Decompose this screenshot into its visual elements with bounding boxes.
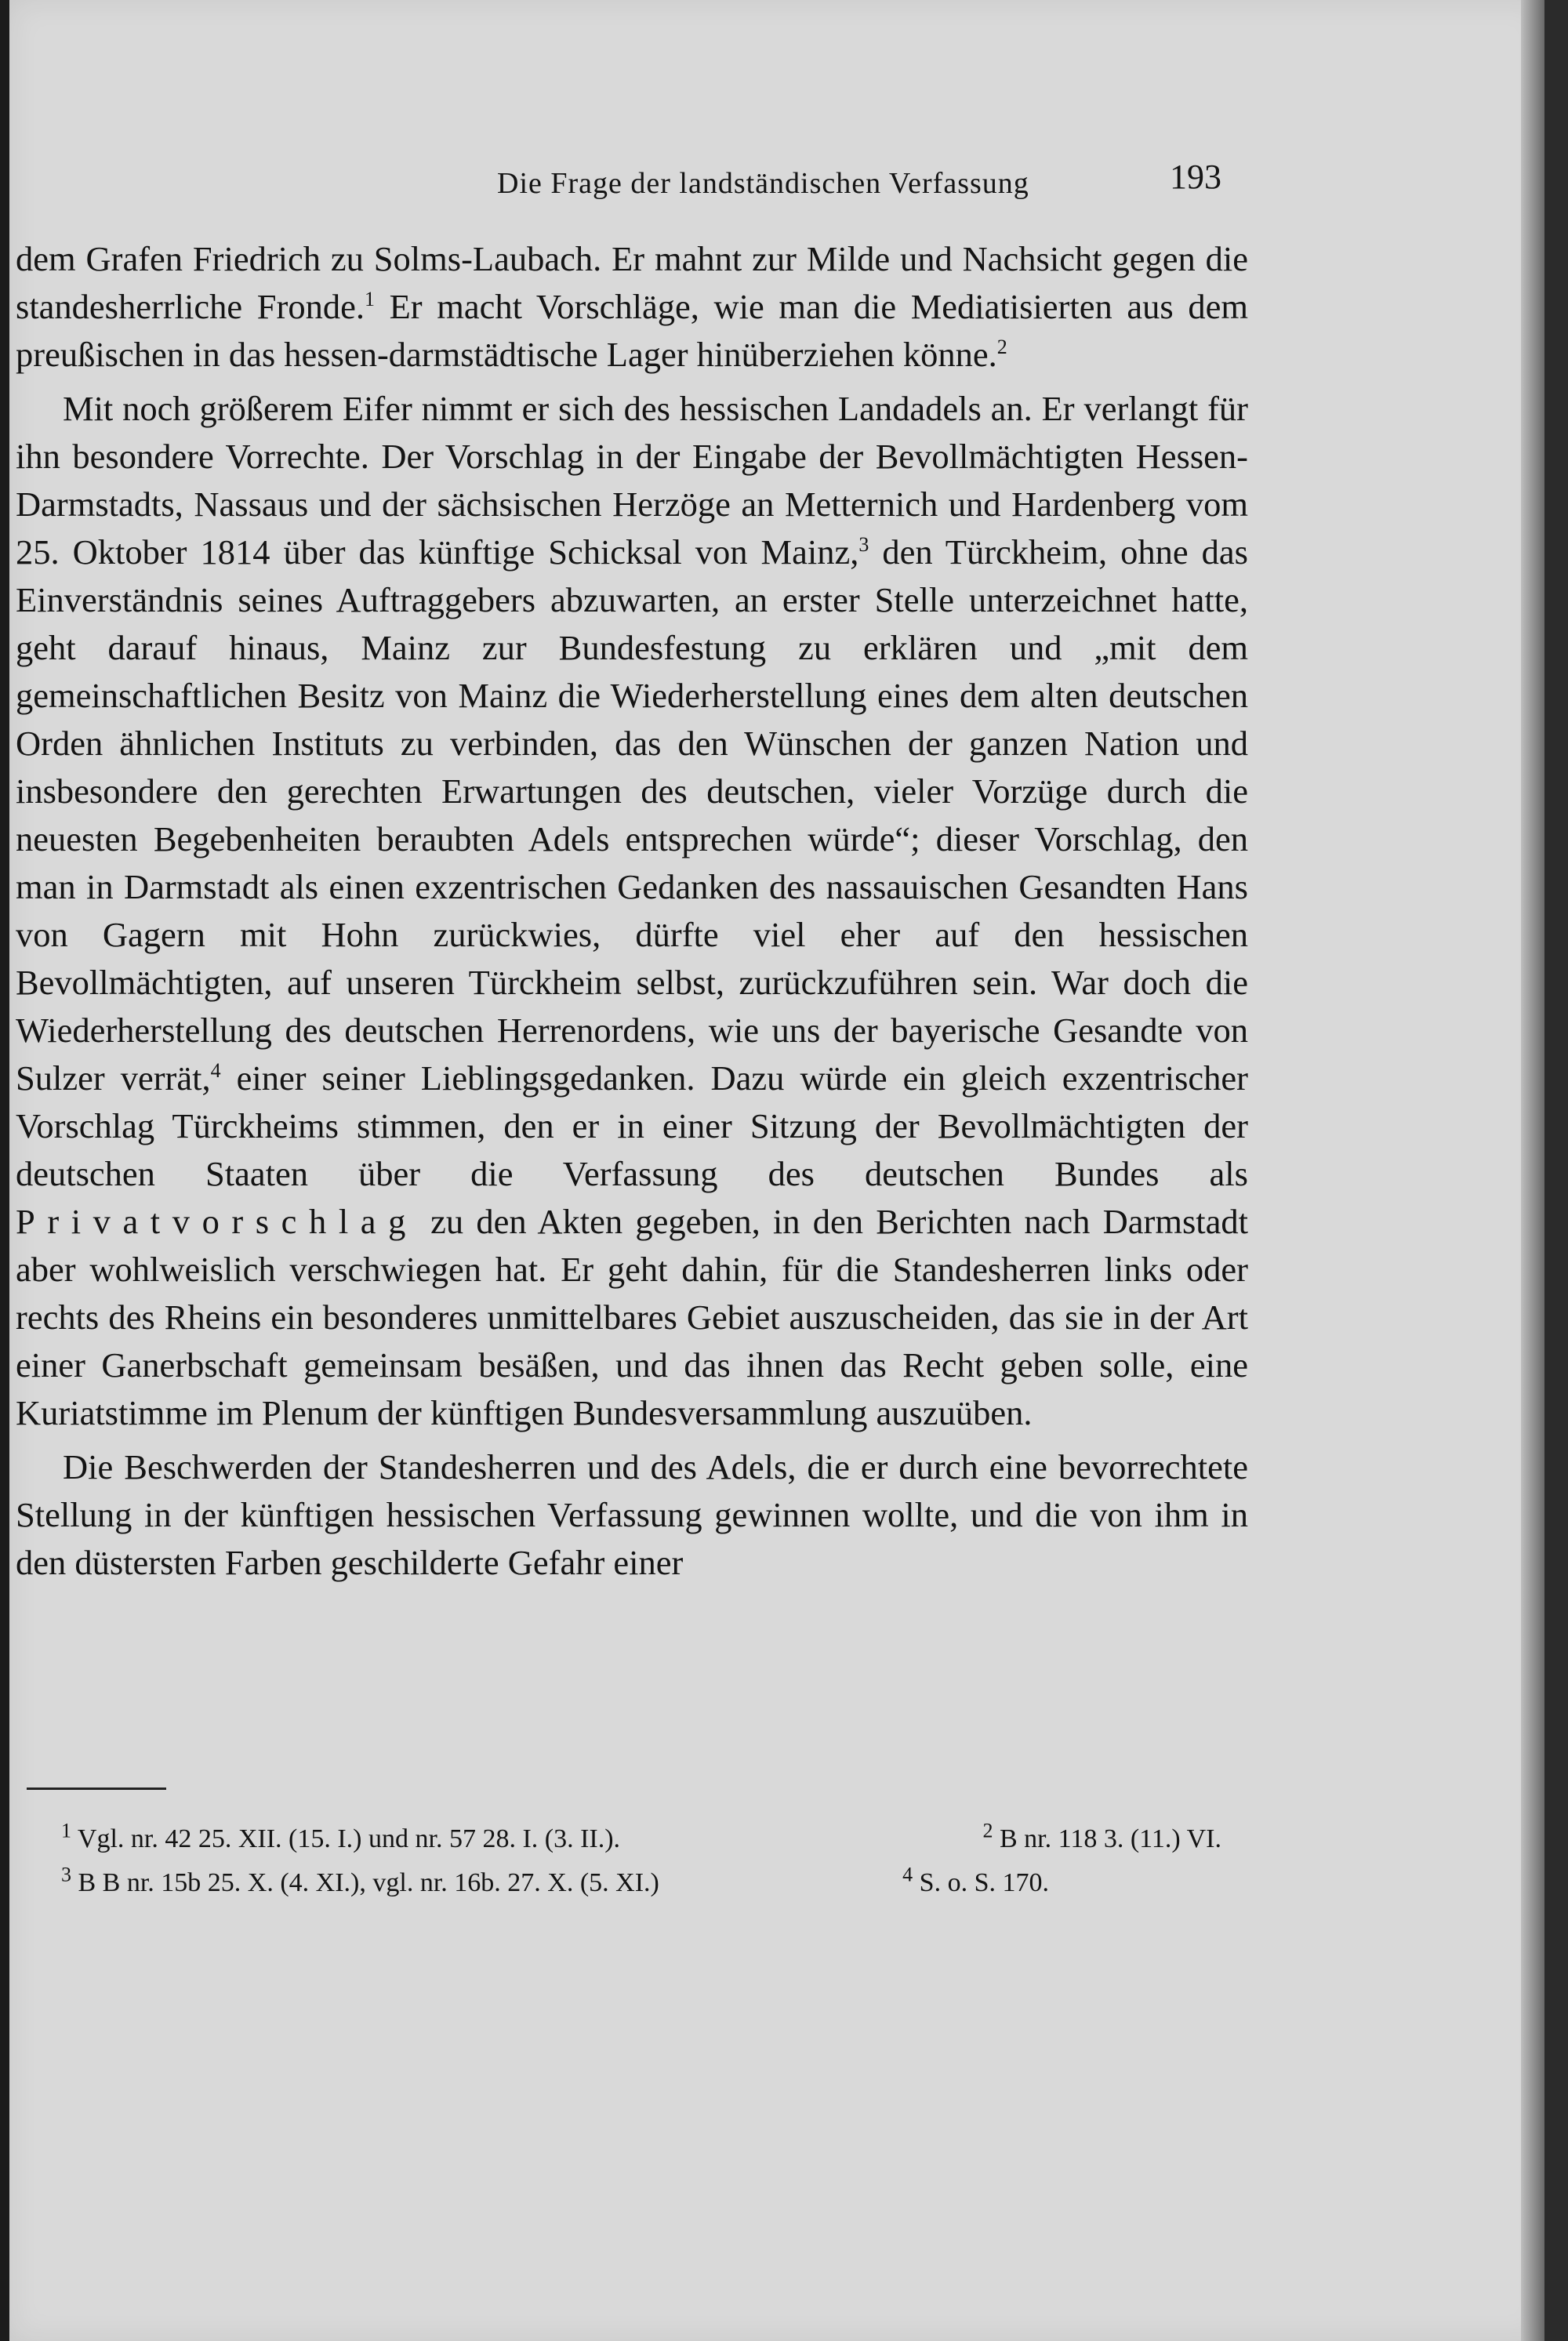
paragraph-3 bbox=[16, 1443, 1248, 1587]
page-edge-shadow bbox=[1521, 0, 1544, 2341]
paragraph-1 bbox=[16, 235, 1248, 379]
footnote-1 bbox=[61, 1817, 620, 1861]
footnote-4 bbox=[902, 1861, 1049, 1905]
footnotes bbox=[61, 1817, 1253, 1905]
footnote-number: 3 bbox=[61, 1863, 71, 1886]
text-run: einer seiner Lieblingsgedanken. Dazu würde ein gleich exzentrischer Vorschlag Türckheims stimmen, den er in einer Sitzung der Bevollmächtigten der deutschen Staaten über die Verfassung des deutschen Bundes als bbox=[16, 1058, 1248, 1193]
paragraph-2 bbox=[16, 385, 1248, 1437]
text-run: zu den Akten gegeben, in den Berichten nach Darmstadt aber wohlweislich verschwiegen hat. Er geht dahin, für die Standesherren links oder rechts des Rheins ein besonderes unmittelbares Gebiet auszuscheiden, das sie in der Art einer Ganerbschaft gemeinsam besäßen, und das ihnen das Recht geben solle, eine Kuriatstimme im Plenum der künftigen Bundesversammlung auszuüben. bbox=[16, 1202, 1248, 1432]
text-run: Er macht Vorschläge, wie man die Mediatisierten aus dem preußischen in das hessen-darmstädtische Lager hinüberziehen könne. bbox=[16, 287, 1248, 374]
footnote-number: 4 bbox=[902, 1863, 913, 1886]
footnote-row bbox=[61, 1817, 1253, 1861]
footnote-2 bbox=[982, 1817, 1221, 1861]
footnote-3 bbox=[61, 1861, 659, 1905]
footnote-number: 2 bbox=[982, 1819, 993, 1842]
running-head bbox=[9, 155, 1544, 202]
text-run: dem Grafen Friedrich zu Solms-Laubach. Er mahnt zur Milde und Nachsicht gegen die standesherrliche Fronde. bbox=[16, 239, 1248, 326]
text-run: Mit noch größerem Eifer nimmt er sich des hessischen Landadels an. Er verlangt für ihn besondere Vorrechte. Der Vorschlag in der Eingabe der Bevollmächtigten Hessen-Darmstadts, Nassaus und der sächsischen Herzöge an Metternich und Hardenberg vom 25. Oktober 1814 über das künftige Schicksal von Mainz, bbox=[16, 389, 1248, 572]
page-number: 193 bbox=[1170, 158, 1221, 196]
book-page bbox=[9, 0, 1544, 2341]
footnote-text: B B nr. 15b 25. X. (4. XI.), vgl. nr. 16b. 27. X. (5. XI.) bbox=[78, 1868, 659, 1897]
spaced-emphasis: Privatvorschlag bbox=[16, 1202, 418, 1241]
footnote-number: 1 bbox=[61, 1819, 71, 1842]
running-head-title: Die Frage der landständischen Verfassung bbox=[497, 167, 1029, 200]
footnote-marker: 1 bbox=[364, 288, 375, 311]
body-text bbox=[16, 235, 1248, 1593]
text-run: Die Beschwerden der Standesherren und des Adels, die er durch eine bevorrechtete Stellung in der künftigen hessischen Verfassung gewinnen wollte, und die von ihm in den düstersten Farben geschilderte Gefahr einer bbox=[16, 1447, 1248, 1582]
footnote-marker: 4 bbox=[210, 1059, 221, 1083]
footnote-text: B nr. 118 3. (11.) VI. bbox=[999, 1824, 1221, 1853]
book-spine-shadow bbox=[0, 0, 9, 2341]
footnote-row bbox=[61, 1861, 1253, 1905]
footnote-text: Vgl. nr. 42 25. XII. (15. I.) und nr. 57 28. I. (3. II.). bbox=[77, 1824, 621, 1853]
footnote-text: S. o. S. 170. bbox=[919, 1868, 1049, 1897]
text-run: den Türckheim, ohne das Einverständnis seines Auftraggebers abzuwarten, an erster Stelle unterzeichnet hatte, geht darauf hinaus, Mainz zur Bundesfestung zu erklären und „mit dem gemeinschaftlichen Besitz von Mainz die Wiederherstellung eines dem alten deutschen Orden ähnlichen Instituts zu verbinden, das den Wünschen der ganzen Nation und insbesondere den gerechten Erwartungen des deutschen, vieler Vorzüge durch die neuesten Begebenheiten beraubten Adels entsprechen würde“; dieser Vorschlag, den man in Darmstadt als einen exzentrischen Gedanken des nassauischen Gesandten Hans von Gagern mit Hohn zurückwies, dürfte viel eher auf den hessischen Bevollmächtigten, auf unseren Türckheim selbst, zurückzuführen sein. War doch die Wiederherstellung des deutschen Herrenordens, wie uns der bayerische Gesandte von Sulzer verrät, bbox=[16, 532, 1248, 1098]
footnote-rule bbox=[27, 1788, 166, 1790]
footnote-marker: 2 bbox=[996, 336, 1007, 359]
footnote-marker: 3 bbox=[858, 533, 869, 557]
